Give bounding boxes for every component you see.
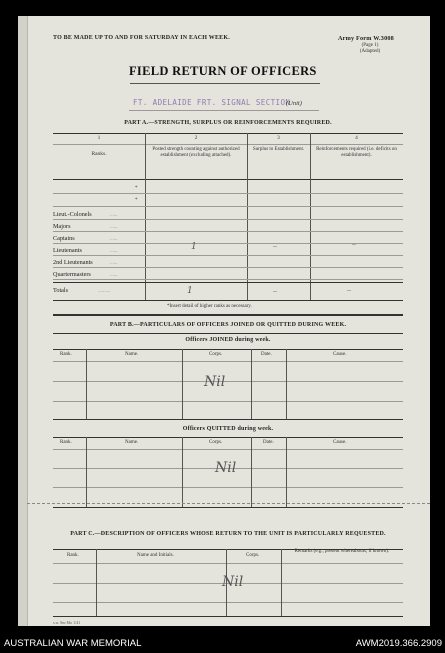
part-c-heading: PART C.—DESCRIPTION OF OFFICERS WHOSE RETURN TO THE UNIT IS PARTICULARLY REQUESTED.: [70, 531, 386, 537]
part-b-heading: PART B.—PARTICULARS OF OFFICERS JOINED OR QUITTED DURING WEEK.: [109, 322, 347, 328]
part-a-footnote: *Insert detail of higher ranks as necessary.: [167, 304, 252, 309]
fold-line: [27, 503, 430, 504]
star-mark-2: *: [135, 198, 138, 203]
part-a-heading: PART A.—STRENGTH, SURPLUS OR REINFORCEMENTS REQUIRED.: [124, 120, 332, 126]
col-header-ranks: Ranks.: [91, 151, 107, 157]
col-number-3: 3: [277, 136, 280, 141]
joined-col-corps: Corps.: [209, 352, 223, 357]
rank-lieut-colonels: Lieut.-Colonels: [53, 211, 92, 218]
totals-reinforcements-value: –: [347, 285, 351, 294]
footer-accession-number: AWM2019.366.2909: [355, 638, 442, 649]
form-adapted: (Adapted): [359, 49, 381, 54]
lieutenants-reinforcements-value: –: [352, 239, 356, 248]
part-c-col-rank: Rank.: [67, 553, 79, 558]
joined-title: Officers JOINED during week.: [185, 337, 271, 343]
lieutenants-surplus-value: –: [273, 241, 277, 250]
rank-2nd-lieutenants: 2nd Lieutenants: [53, 259, 93, 266]
rank-majors: Majors: [53, 223, 71, 230]
joined-col-cause: Cause.: [333, 352, 347, 357]
rank-captains: Captains: [53, 235, 75, 242]
unit-stamp: FT. ADELAIDE FRT. SIGNAL SECTION: [133, 98, 291, 107]
part-c-col-name: Name and Initials.: [137, 553, 174, 558]
form-page: (Page 1): [361, 43, 379, 48]
quitted-nil-entry: Nil: [215, 460, 237, 476]
col-header-reinforcements: Reinforcements required (i.e. deficits on establishment).: [316, 147, 397, 158]
star-mark-1: *: [135, 186, 138, 191]
quitted-title: Officers QUITTED during week.: [182, 426, 274, 432]
form-content: TO BE MADE UP TO AND FOR SATURDAY IN EACH WEEK. Army Form W.3008 (Page 1) (Adapted) FIELD RETURN OF OFFICERS FT. ADELAIDE FRT. SIGNAL SECTION (Unit) PART A.—STRENGTH, SURPLUS OR REINFORCEMENTS REQUIRED. 1 2 3 4 Ranks. Posted strength counting against authorized establishment (excluding attached). Surplus to Establishment. Reinforcements required (i.e. deficits on establishment). * * Lieut.-Colonels Majors Captains Lieutenants 2nd Lieutenants Quartermasters ...... ...... ...... ...... ...... ...... 1 – – Totals .......... 1 – – *Insert detail of higher ranks as necessary. PART B.—PARTICULARS OF OFFICERS JOINED OR QUITTED DURING WEEK. Officers JOINED during week. Rank. Name. Corps. Date. Cause. Nil Officers QUITTED during week. Rank. Name. Corps. Date. Cause. Nil PART C.—DESCRIPTION OF OFFICERS WHOSE RETURN TO THE UNIT IS PARTICULARLY REQUESTED. Rank. Name and Initials. Corps. Remarks (e.g., present whereabouts, if known). Nil s.w. Sm Mo 1/41: [27, 16, 430, 626]
unit-label: (Unit): [286, 100, 302, 107]
quitted-col-date: Date.: [263, 440, 274, 445]
joined-col-rank: Rank.: [60, 352, 72, 357]
totals-label: Totals: [53, 287, 69, 294]
form-number: Army Form W.3008: [338, 35, 394, 42]
quitted-col-cause: Cause.: [333, 440, 347, 445]
footer-institution: AUSTRALIAN WAR MEMORIAL: [4, 638, 142, 649]
print-code: s.w. Sm Mo 1/41: [53, 620, 81, 625]
quitted-col-name: Name.: [125, 440, 139, 445]
col-number-4: 4: [355, 136, 358, 141]
rank-lieutenants: Lieutenants: [53, 247, 82, 254]
col-header-posted-strength: Posted strength counting against authorized establishment (excluding attached).: [152, 147, 240, 158]
col-number-2: 2: [194, 136, 198, 141]
lieutenants-posted-value: 1: [191, 242, 197, 252]
joined-col-date: Date.: [261, 352, 272, 357]
footer-bar: [0, 634, 445, 653]
quitted-col-corps: Corps.: [209, 440, 223, 445]
joined-col-name: Name.: [125, 352, 139, 357]
form-title: FIELD RETURN OF OFFICERS: [129, 64, 317, 78]
col-header-surplus: Surplus to Establishment.: [252, 147, 305, 152]
col-number-1: 1: [97, 136, 101, 141]
totals-posted-value: 1: [187, 286, 193, 296]
header-instruction: TO BE MADE UP TO AND FOR SATURDAY IN EACH WEEK.: [53, 35, 230, 41]
part-c-col-remarks: Remarks (e.g., present whereabouts, if known).: [294, 549, 390, 554]
part-c-col-corps: Corps.: [246, 553, 260, 558]
quitted-col-rank: Rank.: [60, 440, 72, 445]
part-c-nil-entry: Nil: [222, 574, 244, 590]
joined-nil-entry: Nil: [204, 374, 226, 390]
totals-surplus-value: –: [273, 286, 277, 295]
rank-quartermasters: Quartermasters: [53, 271, 91, 278]
